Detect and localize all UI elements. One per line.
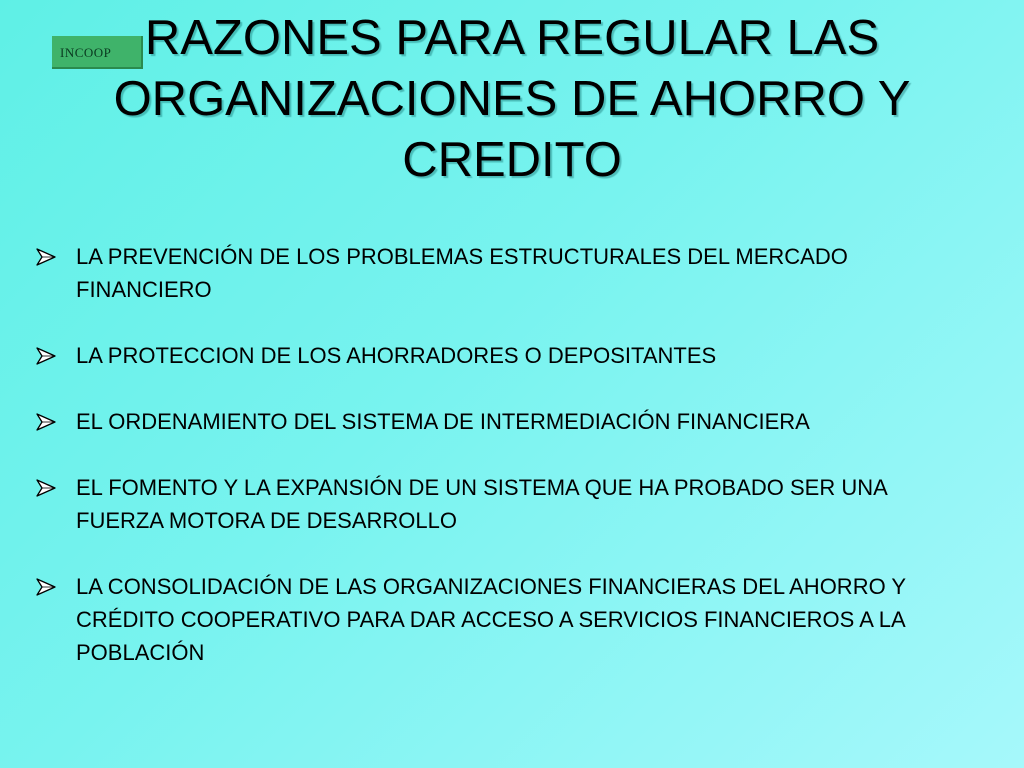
arrow-bullet-icon — [36, 240, 56, 266]
bullet-text: LA PROTECCION DE LOS AHORRADORES O DEPOSITANTES — [76, 343, 717, 368]
arrow-bullet-icon — [36, 570, 56, 596]
arrow-bullet-icon — [36, 405, 56, 431]
bullet-text: EL ORDENAMIENTO DEL SISTEMA DE INTERMEDIACIÓN FINANCIERA — [76, 409, 810, 434]
bullet-text: LA PREVENCIÓN DE LOS PROBLEMAS ESTRUCTURALES DEL MERCADO FINANCIERO — [76, 244, 848, 302]
arrow-bullet-icon — [36, 339, 56, 365]
bullet-item-consolidacion — [36, 570, 976, 669]
bullet-text: EL FOMENTO Y LA EXPANSIÓN DE UN SISTEMA QUE HA PROBADO SER UNA FUERZA MOTORA DE DESARROLLO — [76, 475, 887, 533]
bullet-text: LA CONSOLIDACIÓN DE LAS ORGANIZACIONES FINANCIERAS DEL AHORRO Y CRÉDITO COOPERATIVO PARA DAR ACCESO A SERVICIOS FINANCIEROS A LA POBLACIÓN — [76, 574, 906, 665]
bullet-item-proteccion — [36, 339, 976, 372]
bullet-item-prevencion — [36, 240, 976, 306]
bullet-item-fomento — [36, 471, 976, 537]
logo-text: INCOOP — [60, 45, 112, 60]
arrow-bullet-icon — [36, 471, 56, 497]
bullet-list — [36, 240, 976, 669]
slide-title: RAZONES PARA REGULAR LAS ORGANIZACIONES DE AHORRO Y CREDITO — [113, 11, 911, 187]
bullet-item-ordenamiento — [36, 405, 976, 438]
